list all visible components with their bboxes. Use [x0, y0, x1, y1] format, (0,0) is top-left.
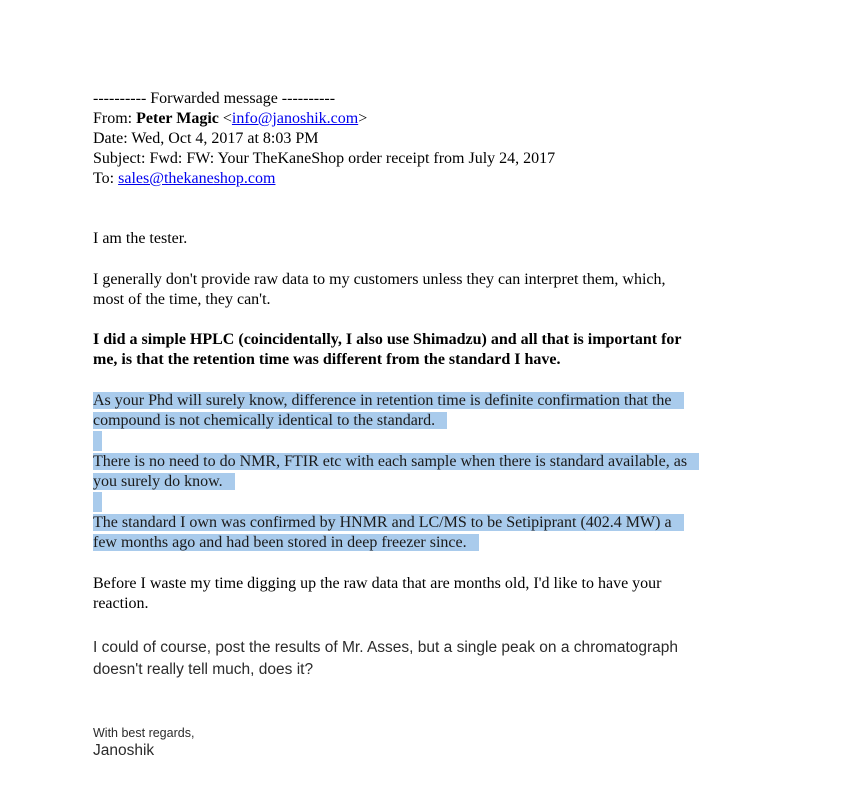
from-line: From: Peter Magic <info@janoshik.com>: [93, 110, 368, 127]
sender-name: Peter Magic: [136, 110, 219, 127]
date-line: Date: Wed, Oct 4, 2017 at 8:03 PM: [93, 130, 319, 147]
recipient-email-link[interactable]: sales@thekaneshop.com: [118, 170, 276, 187]
paragraph-intro: I am the tester.: [93, 230, 188, 247]
subject-line: Subject: Fwd: FW: Your TheKaneShop order receipt from July 24, 2017: [93, 150, 556, 167]
paragraph-hplc: I did a simple HPLC (coincidentally, I also use Shimadzu) and all that is important for me, is that the retention time was different from the standard I have.: [93, 331, 682, 368]
paragraph-raw-data: I generally don't provide raw data to my customers unless they can interpret them, which, most of the time, they can't.: [93, 271, 666, 308]
highlighted-text: The standard I own was confirmed by HNMR and LC/MS to be Setipiprant (402.4 MW) a: [93, 514, 684, 531]
signature: [93, 725, 793, 761]
highlighted-text: compound is not chemically identical to the standard.: [93, 412, 447, 429]
paragraph-nmr[interactable]: [93, 452, 773, 492]
paragraph-standard[interactable]: [93, 513, 773, 553]
to-line: [93, 169, 793, 189]
highlighted-text: As your Phd will surely know, difference in retention time is definite confirmation that the: [93, 392, 684, 409]
highlighted-text: you surely do know.: [93, 473, 235, 490]
signature-name: Janoshik: [93, 742, 155, 759]
email-header: [93, 89, 793, 189]
signature-closing: With best regards,: [93, 726, 195, 740]
selection-gap: [93, 492, 102, 512]
selection-gap: [93, 431, 102, 451]
paragraph-reaction: Before I waste my time digging up the raw data that are months old, I'd like to have your reaction.: [93, 575, 662, 612]
from-label: From:: [93, 110, 133, 127]
highlighted-text: There is no need to do NMR, FTIR etc with each sample when there is standard available, as: [93, 453, 699, 470]
paragraph-chromatograph: I could of course, post the results of Mr. Asses, but a single peak on a chromatograph doesn't really tell much, does it?: [93, 639, 679, 678]
paragraph-retention-time[interactable]: [93, 391, 773, 431]
sender-email-link[interactable]: info@janoshik.com: [231, 110, 359, 127]
forward-line: ---------- Forwarded message ----------: [93, 90, 336, 107]
to-label: To:: [93, 170, 115, 187]
highlighted-text: few months ago and had been stored in deep freezer since.: [93, 534, 479, 551]
